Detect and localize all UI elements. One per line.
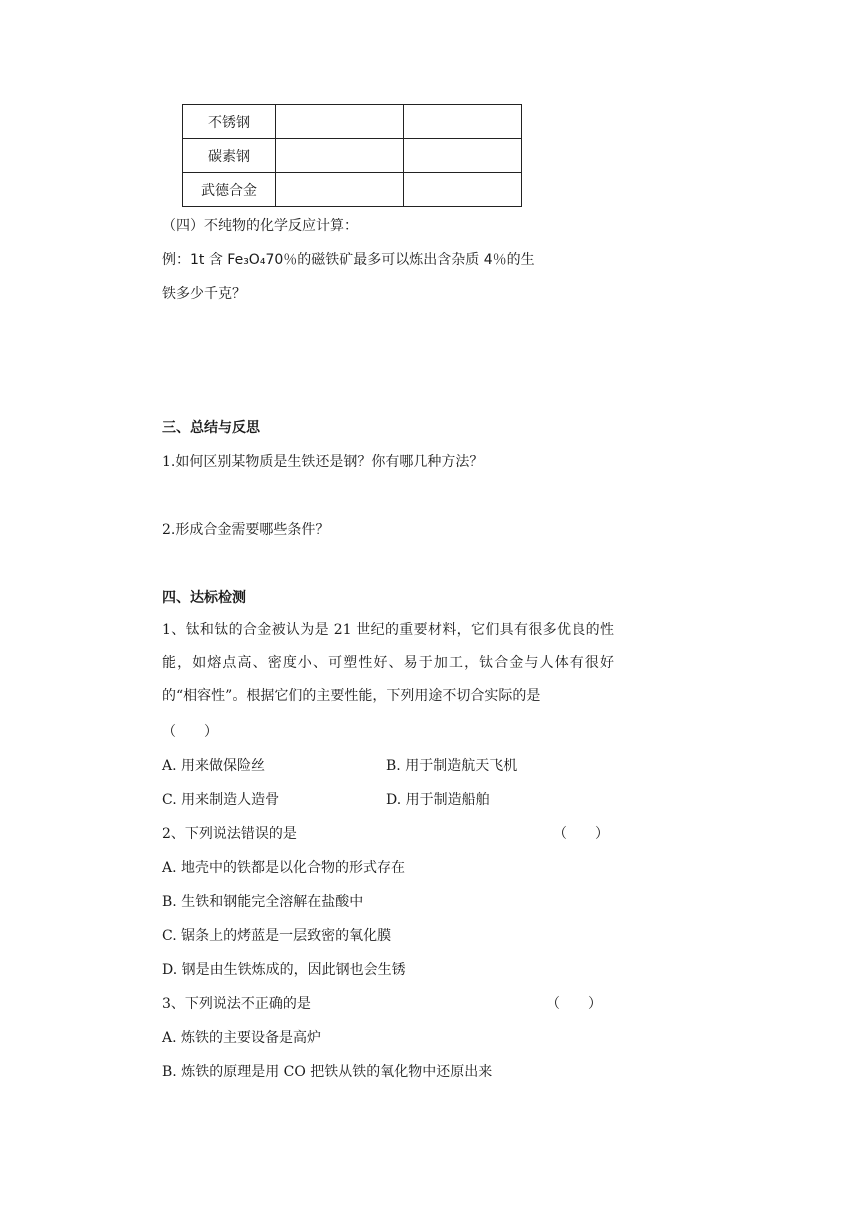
table-row (183, 105, 522, 139)
question-2-option-c: C. 锯条上的烤蓝是一层致密的氧化膜 (162, 928, 392, 944)
test-heading: 四、达标检测 (162, 590, 246, 606)
table-cell-name: 不锈钢 (183, 105, 276, 139)
table-cell (276, 105, 404, 139)
question-2-option-d: D. 钢是由生铁炼成的，因此钢也会生锈 (162, 962, 406, 978)
question-2-text: 2、下列说法错误的是 (162, 826, 297, 842)
table-cell (404, 173, 522, 207)
question-1-option-a: A. 用来做保险丝 (162, 758, 266, 774)
table-cell (276, 173, 404, 207)
table-cell (404, 139, 522, 173)
example-line-1: 例：1t 含 Fe₃O₄70％的磁铁矿最多可以炼出含杂质 4％的生 (162, 252, 535, 268)
question-1-paren: （ ） (162, 724, 218, 740)
question-3-option-b: B. 炼铁的原理是用 CO 把铁从铁的氧化物中还原出来 (162, 1064, 493, 1080)
table-row (183, 173, 522, 207)
summary-heading: 三、总结与反思 (162, 420, 260, 436)
question-3-option-a: A. 炼铁的主要设备是高炉 (162, 1030, 322, 1046)
table-cell (404, 105, 522, 139)
question-1-option-d: D. 用于制造船舶 (386, 792, 490, 808)
table-row (183, 139, 522, 173)
example-line-2: 铁多少千克？ (162, 286, 246, 302)
table-cell-name: 武德合金 (183, 173, 276, 207)
question-1-option-c: C. 用来制造人造骨 (162, 792, 280, 808)
question-1-option-b: B. 用于制造航天飞机 (386, 758, 518, 774)
question-2-option-b: B. 生铁和钢能完全溶解在盐酸中 (162, 894, 364, 910)
alloy-table (182, 104, 522, 207)
summary-question-1: 1.如何区别某物质是生铁还是钢？你有哪几种方法？ (162, 454, 484, 470)
subsection-title: （四）不纯物的化学反应计算： (162, 218, 358, 234)
table-cell-name: 碳素钢 (183, 139, 276, 173)
table-cell (276, 139, 404, 173)
question-1-text: 1、钛和钛的合金被认为是 21 世纪的重要材料，它们具有很多优良的性能，如熔点高、密度小、可塑性好、易于加工，钛合金与人体有很好的“相容性”。根据它们的主要性能，下列用途不切合实际的是 (162, 622, 614, 704)
question-2-paren: （ ） (553, 826, 609, 842)
summary-question-2: 2.形成合金需要哪些条件？ (162, 522, 330, 538)
question-3-paren: （ ） (546, 996, 602, 1012)
question-2-option-a: A. 地壳中的铁都是以化合物的形式存在 (162, 860, 406, 876)
question-3-text: 3、下列说法不正确的是 (162, 996, 311, 1012)
